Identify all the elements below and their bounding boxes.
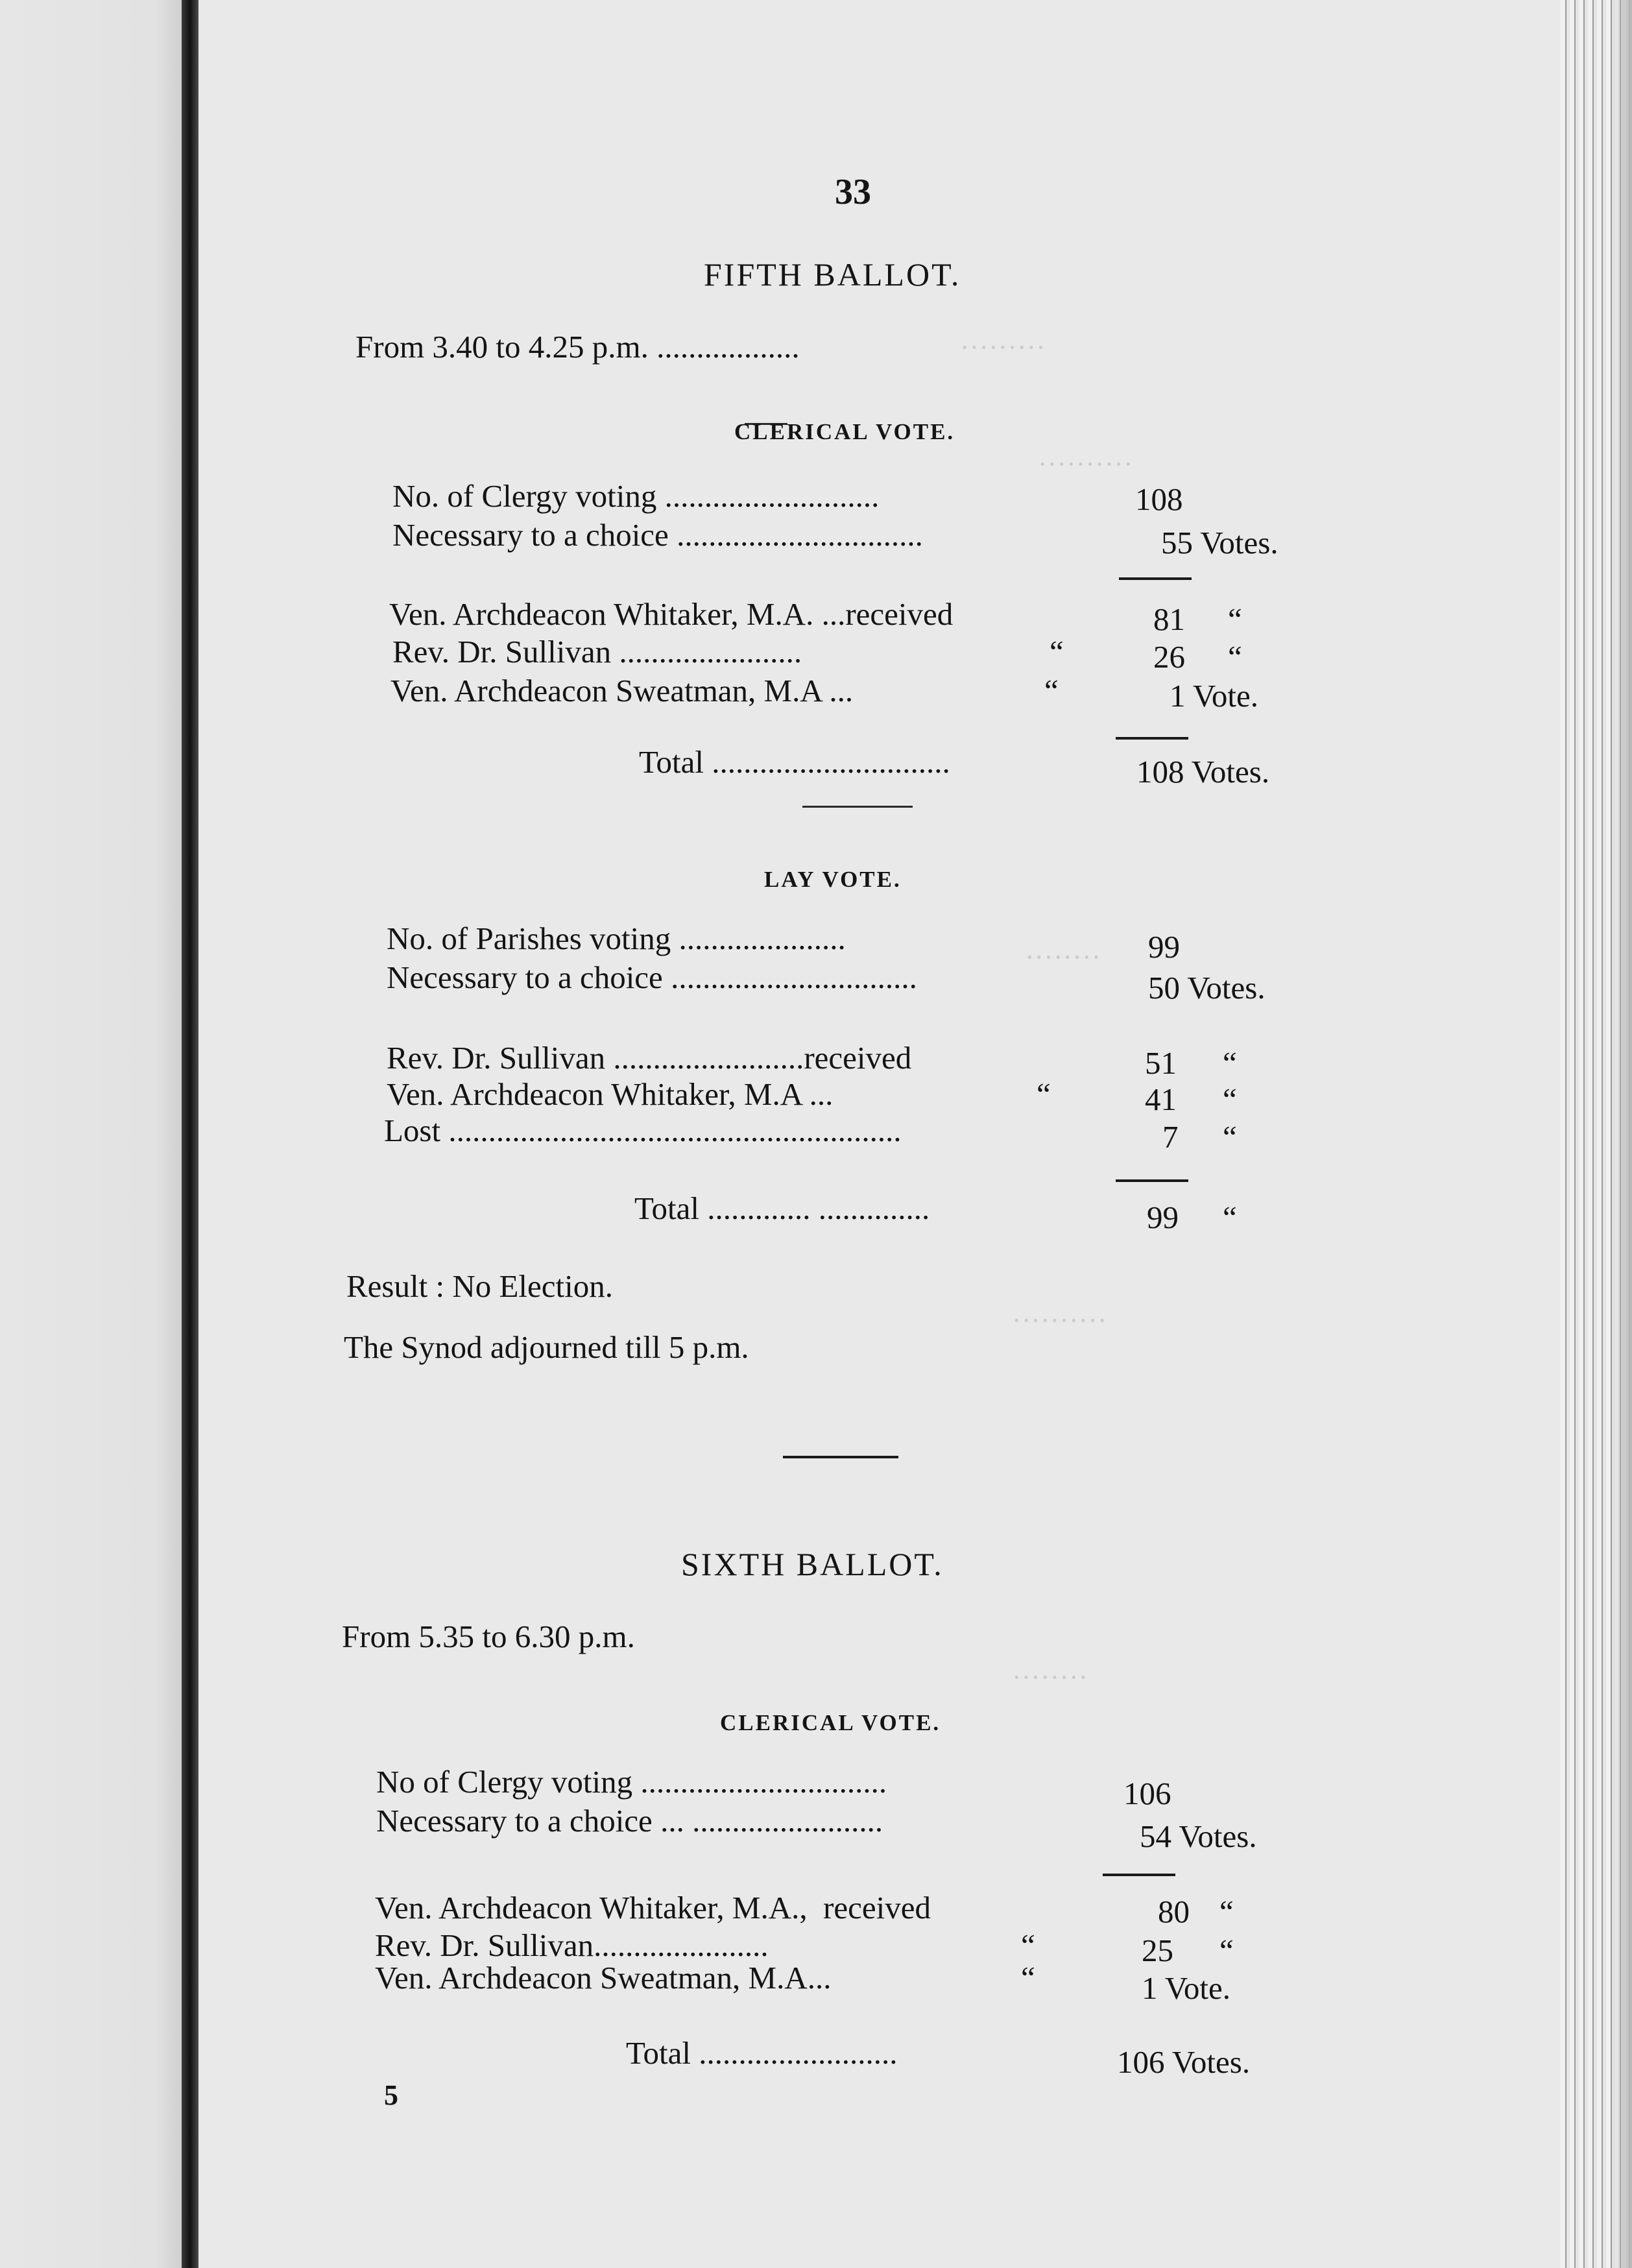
sixth-ballot-time: From 5.35 to 6.30 p.m.: [342, 1619, 635, 1654]
ditto-mark: “: [1228, 601, 1242, 637]
ditto-mark: “: [1223, 1081, 1237, 1117]
total-label: Total ..............................: [639, 744, 950, 780]
ditto-mark: “: [1219, 1894, 1234, 1929]
result-line: Result : No Election.: [346, 1268, 613, 1304]
total-value: 106 Votes.: [1117, 2044, 1251, 2080]
clerical-vote-heading: CLERICAL VOTE.: [720, 1710, 941, 1735]
ditto-mark: “: [1223, 1119, 1237, 1155]
necessary-value: 50 Votes.: [1148, 970, 1266, 1006]
candidate-name: Ven. Archdeacon Whitaker, M.A., received: [375, 1890, 931, 1925]
vote-count: 51: [1145, 1045, 1177, 1081]
clergy-voting-value: 108: [1135, 481, 1183, 517]
candidate-name: Ven. Archdeacon Whitaker, M.A. ...received: [389, 596, 954, 632]
total-value: 99: [1147, 1200, 1179, 1235]
vote-count: 26: [1153, 639, 1185, 675]
ditto-mark: “: [1021, 1960, 1035, 1996]
necessary-value: 54 Votes.: [1140, 1818, 1257, 1854]
vote-count: 80: [1158, 1894, 1190, 1929]
total-value: 108 Votes.: [1136, 754, 1270, 790]
total-label: Total ............. ..............: [634, 1190, 930, 1226]
ditto-mark: “: [1037, 1076, 1051, 1112]
total-label: Total .........................: [626, 2035, 898, 2071]
section-rule: [783, 1456, 898, 1458]
vote-count: 7: [1162, 1119, 1179, 1155]
clergy-voting-value: 106: [1123, 1776, 1171, 1811]
parishes-voting-label: No. of Parishes voting .....................: [387, 921, 846, 956]
ditto-mark: “: [1223, 1045, 1237, 1081]
necessary-label: Necessary to a choice ... ........................: [376, 1803, 883, 1839]
sum-rule: [1119, 577, 1192, 580]
section-rule: [802, 806, 913, 808]
ditto-mark: “: [1228, 639, 1242, 675]
candidate-name: Lost .........................................................: [384, 1113, 902, 1148]
clergy-voting-label: No. of Clergy voting ...........................: [392, 478, 880, 514]
parishes-voting-value: 99: [1148, 929, 1180, 965]
candidate-name: Rev. Dr. Sullivan......................: [375, 1927, 769, 1963]
sixth-ballot-heading: SIXTH BALLOT.: [681, 1546, 944, 1582]
previous-page-margin: [0, 0, 182, 2268]
candidate-name: Ven. Archdeacon Whitaker, M.A ...: [387, 1076, 834, 1112]
vote-count: 1 Vote.: [1142, 1970, 1231, 2006]
candidate-name: Ven. Archdeacon Sweatman, M.A ...: [390, 673, 854, 708]
vote-count: 41: [1145, 1081, 1177, 1117]
ditto-mark: “: [1050, 634, 1064, 670]
candidate-name: Rev. Dr. Sullivan ........................received: [387, 1040, 912, 1076]
book-binding: [182, 0, 198, 2268]
printer-signature-mark: 5: [384, 2079, 398, 2111]
vote-count: 81: [1153, 601, 1185, 637]
page-number: 33: [835, 172, 871, 212]
sum-rule: [1103, 1874, 1175, 1876]
vote-count: 1 Vote.: [1170, 678, 1259, 714]
fifth-ballot-time: From 3.40 to 4.25 p.m. ..................: [355, 329, 800, 365]
ditto-mark: “: [1021, 1927, 1035, 1963]
fifth-ballot-heading: FIFTH BALLOT.: [704, 256, 961, 293]
sum-rule: [1116, 737, 1188, 740]
lay-vote-heading: LAY VOTE.: [764, 867, 902, 892]
clerical-vote-heading: CLERICAL VOTE.: [734, 419, 955, 444]
necessary-label: Necessary to a choice ...............................: [392, 517, 923, 553]
ditto-mark: “: [1219, 1933, 1234, 1968]
candidate-name: Rev. Dr. Sullivan .......................: [392, 634, 802, 670]
sum-rule: [1116, 1179, 1188, 1182]
page-edges: [1561, 0, 1632, 2268]
vote-count: 25: [1142, 1933, 1173, 1968]
necessary-label: Necessary to a choice ...............................: [387, 959, 917, 995]
necessary-value: 55 Votes.: [1161, 525, 1278, 561]
clergy-voting-label: No of Clergy voting ...............................: [376, 1764, 887, 1800]
candidate-name: Ven. Archdeacon Sweatman, M.A...: [375, 1960, 832, 1996]
adjourned-line: The Synod adjourned till 5 p.m.: [344, 1329, 749, 1365]
ditto-mark: “: [1223, 1200, 1237, 1235]
ditto-mark: “: [1044, 673, 1059, 708]
